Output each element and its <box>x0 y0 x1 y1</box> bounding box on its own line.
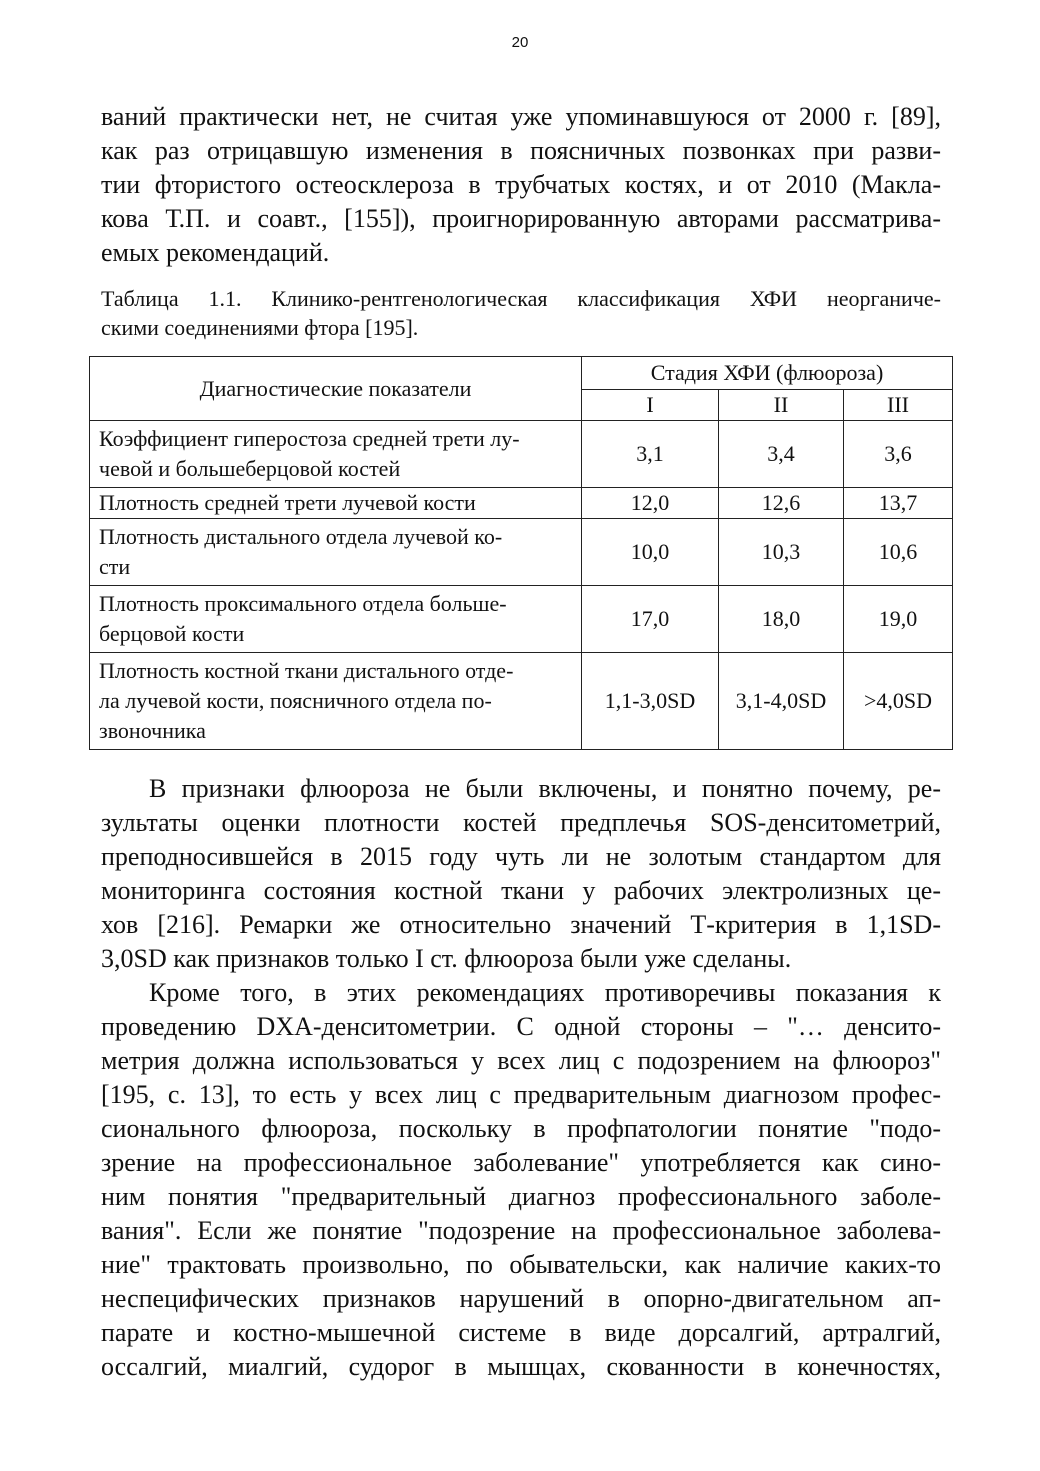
text-line: ним понятия "предварительный диагноз профессионального заболе- <box>101 1182 941 1211</box>
text-line: кова Т.П. и соавт., [155]), проигнорированную авторами рассматрива- <box>101 204 941 233</box>
text-line: 3,0SD как признаков только I ст. флюороза были уже сделаны. <box>101 944 792 973</box>
header-stage: Стадия ХФИ (флюороза) <box>582 357 953 390</box>
text-line: преподносившейся в 2015 году чуть ли не золотым стандартом для <box>101 842 941 871</box>
cell-value: 19,0 <box>844 586 953 653</box>
cell-value: >4,0SD <box>844 653 953 750</box>
row-label-line: Плотность дистального отдела лучевой ко- <box>99 524 503 549</box>
text-line: зрение на профессиональное заболевание" употребляется как сино- <box>101 1148 941 1177</box>
classification-table <box>89 356 953 750</box>
text-line: вания". Если же понятие "подозрение на профессиональное заболева- <box>101 1216 941 1245</box>
table-row <box>90 653 953 750</box>
row-label-line: Коэффициент гиперостоза средней трети лу- <box>99 426 520 451</box>
table-row <box>90 586 953 653</box>
row-label-line: Плотность проксимального отдела больше- <box>99 591 507 616</box>
row-label <box>90 421 582 488</box>
stage-header: III <box>844 390 953 421</box>
text-line: В признаки флюороза не были включены, и понятно почему, ре- <box>149 774 941 803</box>
text-line: неспецифических признаков нарушений в опорно-двигательном ап- <box>101 1284 941 1313</box>
cell-value: 10,3 <box>719 519 844 586</box>
table-row <box>90 488 953 519</box>
text-line: зультаты оценки плотности костей предплечья SOS-денситометрий, <box>101 808 941 837</box>
text-line: ваний практически нет, не считая уже упоминавшуюся от 2000 г. [89], <box>101 102 941 131</box>
cell-value: 3,1 <box>582 421 719 488</box>
stage-header: II <box>719 390 844 421</box>
table-row <box>90 519 953 586</box>
row-label <box>90 519 582 586</box>
text-line: сионального флюороза, поскольку в профпатологии понятие "подо- <box>101 1114 941 1143</box>
page-number: 20 <box>511 34 529 51</box>
text-line: тии фтористого остеосклероза в трубчатых костях, и от 2010 (Макла- <box>101 170 941 199</box>
cell-value: 10,0 <box>582 519 719 586</box>
text-line: хов [216]. Ремарки же относительно значений Т-критерия в 1,1SD- <box>101 910 941 939</box>
row-label-line: Плотность костной ткани дистального отде- <box>99 658 514 683</box>
cell-value: 12,6 <box>719 488 844 519</box>
text-line: емых рекомендаций. <box>101 238 330 267</box>
row-label-line: чевой и большеберцовой костей <box>99 456 401 481</box>
text-line: Кроме того, в этих рекомендациях противоречивы показания к <box>149 978 941 1007</box>
cell-value: 12,0 <box>582 488 719 519</box>
table-header-row <box>90 357 953 390</box>
stage-header: I <box>582 390 719 421</box>
row-label-line: звоночника <box>99 718 206 743</box>
table-row <box>90 421 953 488</box>
text-line: ние" трактовать произвольно, по обывательски, как наличие каких-то <box>101 1250 941 1279</box>
cell-value: 3,6 <box>844 421 953 488</box>
text-line: метрия должна использоваться у всех лиц с подозрением на флюороз" <box>101 1046 941 1075</box>
text-line: [195, с. 13], то есть у всех лиц с предварительным диагнозом профес- <box>101 1080 941 1109</box>
cell-value: 17,0 <box>582 586 719 653</box>
header-indicators: Диагностические показатели <box>90 357 582 421</box>
text-line: парате и костно-мышечной системе в виде дорсалгий, артралгий, <box>101 1318 941 1347</box>
text-line: проведению DXA-денситометрии. С одной стороны – "… денсито- <box>101 1012 941 1041</box>
text-line: как раз отрицавшую изменения в поясничных позвонках при разви- <box>101 136 941 165</box>
cell-value: 18,0 <box>719 586 844 653</box>
row-label-line: берцовой кости <box>99 621 245 646</box>
caption-line: скими соединениями фтора [195]. <box>101 315 419 340</box>
text-line: мониторинга состояния костной ткани у рабочих электролизных це- <box>101 876 941 905</box>
row-label-line: ла лучевой кости, поясничного отдела по- <box>99 688 492 713</box>
row-label <box>90 586 582 653</box>
caption-line: Таблица 1.1. Клинико-рентгенологическая классификация ХФИ неорганиче- <box>101 286 941 311</box>
row-label-line: сти <box>99 554 131 579</box>
row-label <box>90 488 582 519</box>
row-label-line: Плотность средней трети лучевой кости <box>99 490 476 515</box>
cell-value: 13,7 <box>844 488 953 519</box>
cell-value: 10,6 <box>844 519 953 586</box>
cell-value: 3,1-4,0SD <box>719 653 844 750</box>
text-line: оссалгий, миалгий, судорог в мышцах, скованности в конечностях, <box>101 1352 941 1381</box>
cell-value: 1,1-3,0SD <box>582 653 719 750</box>
row-label <box>90 653 582 750</box>
cell-value: 3,4 <box>719 421 844 488</box>
